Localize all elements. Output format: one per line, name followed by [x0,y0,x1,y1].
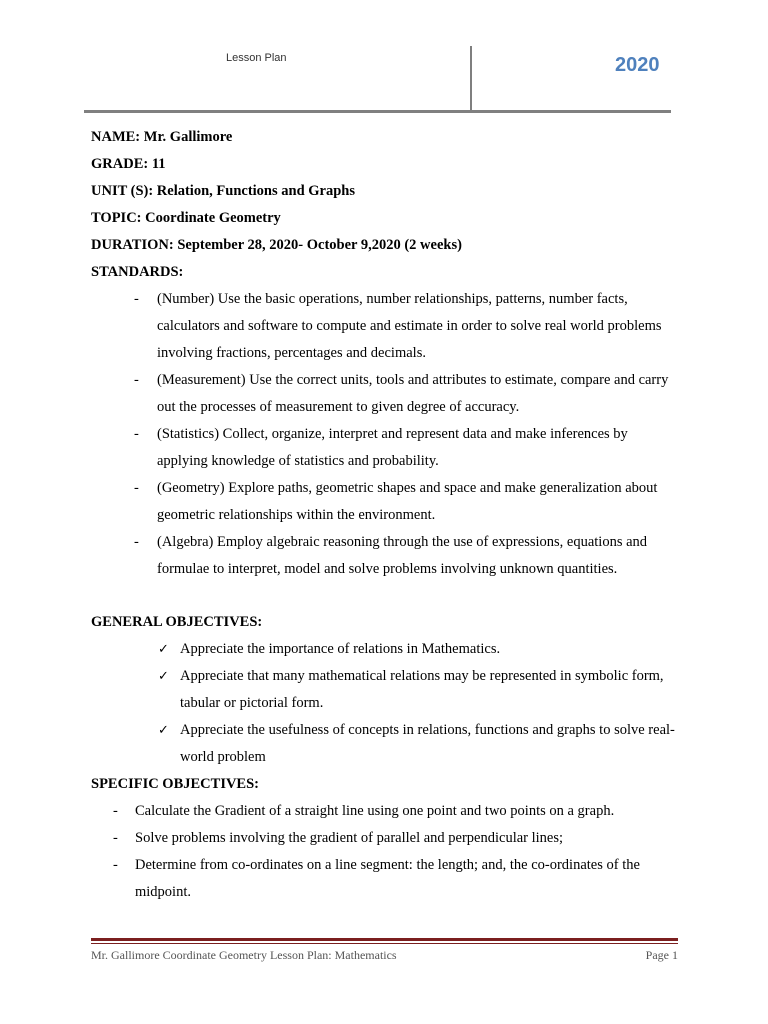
standard-text: (Number) Use the basic operations, number relationships, patterns, number facts, calculators and software to compute and estimate in order to solve real world problems involving fractions, percentages and decimals. [157,291,662,361]
standard-text: (Measurement) Use the correct units, tools and attributes to estimate, compare and carry out the processes of measurement to given degree of accuracy. [157,372,669,415]
dash-bullet: - [134,480,139,496]
objective-text: Appreciate the importance of relations in Mathematics. [180,641,501,657]
header-divider [470,46,472,112]
objective-text: Appreciate that many mathematical relations may be represented in symbolic form, tabular or pictorial form. [180,668,664,711]
dash-bullet: - [134,372,139,388]
list-item [113,852,681,906]
objective-text: Solve problems involving the gradient of parallel and perpendicular lines; [135,830,564,846]
standard-text: (Geometry) Explore paths, geometric shapes and space and make generalization about geometric relationships within the environment. [157,480,658,523]
list-item [113,798,681,825]
unit-field: UNIT (S): Relation, Functions and Graphs [91,183,356,199]
list-item [158,663,681,717]
header-rule [84,110,671,113]
list-item [134,529,681,583]
list-item [134,286,681,367]
dash-bullet: - [113,857,118,873]
standard-text: (Statistics) Collect, organize, interpret and represent data and make inferences by applying knowledge of statistics and probability. [157,426,628,469]
dash-bullet: - [113,803,118,819]
objective-text: Appreciate the usefulness of concepts in relations, functions and graphs to solve real-world problem [180,722,675,765]
standards-list [91,286,681,583]
objective-text: Calculate the Gradient of a straight line using one point and two points on a graph. [135,803,615,819]
checkmark-icon: ✓ [158,669,169,684]
general-objectives-heading: GENERAL OBJECTIVES: [91,614,263,630]
topic-field: TOPIC: Coordinate Geometry [91,210,281,226]
footer-rule-thin [91,943,678,944]
list-item [113,825,681,852]
checkmark-icon: ✓ [158,642,169,657]
dash-bullet: - [134,534,139,550]
objective-text: Determine from co-ordinates on a line segment: the length; and, the co-ordinates of the midpoint. [135,857,640,900]
standard-text: (Algebra) Employ algebraic reasoning through the use of expressions, equations and formulae to interpret, model and solve problems involving unknown quantities. [157,534,648,577]
list-item [158,636,681,663]
footer-rule-thick [91,938,678,941]
dash-bullet: - [134,426,139,442]
dash-bullet: - [113,830,118,846]
page-number: Page 1 [645,948,678,962]
list-item [134,475,681,529]
duration-field: DURATION: September 28, 2020- October 9,2020 (2 weeks) [91,237,462,253]
list-item [134,421,681,475]
header-year: 2020 [615,54,660,76]
general-objectives-list [91,636,681,771]
specific-objectives-heading: SPECIFIC OBJECTIVES: [91,776,259,792]
header-title: Lesson Plan [226,52,287,64]
document-body [91,124,681,906]
page-header [84,44,671,114]
footer-text: Mr. Gallimore Coordinate Geometry Lesson Plan: Mathematics [91,948,397,962]
dash-bullet: - [134,291,139,307]
spacer [91,583,681,609]
list-item [158,717,681,771]
list-item [134,367,681,421]
standards-heading: STANDARDS: [91,264,184,280]
grade-field: GRADE: 11 [91,156,166,172]
name-field: NAME: Mr. Gallimore [91,129,233,145]
specific-objectives-list [91,798,681,906]
checkmark-icon: ✓ [158,723,169,738]
